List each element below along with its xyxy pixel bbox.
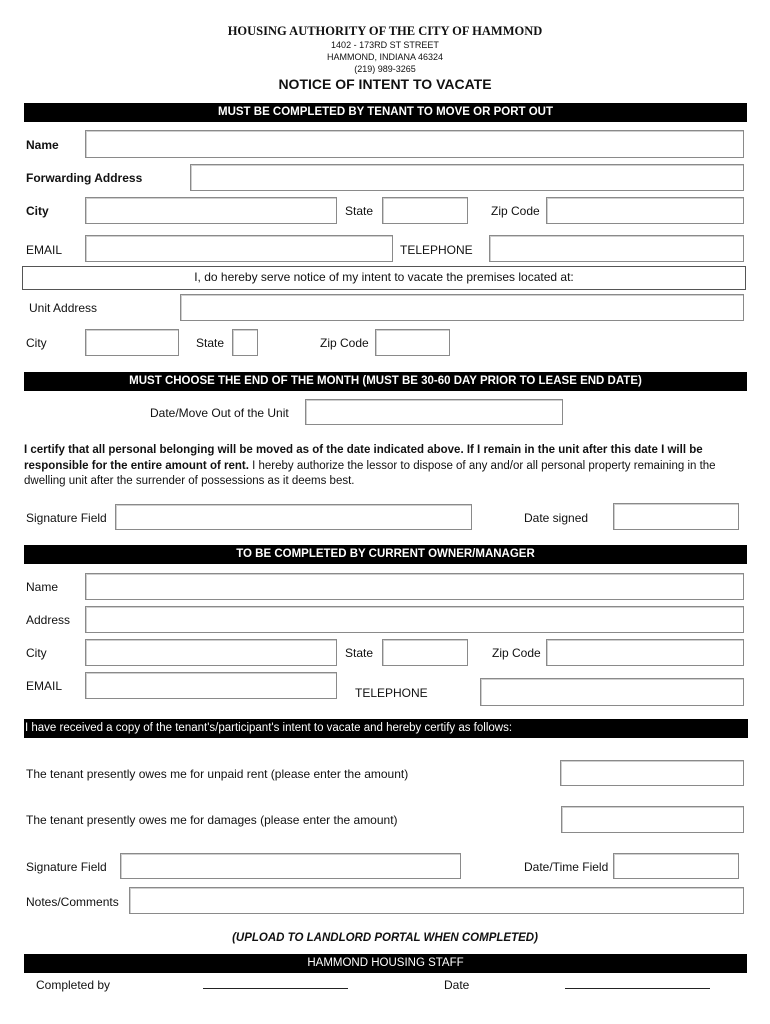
date-signed-label: Date signed: [524, 511, 589, 525]
owner-state-field[interactable]: [382, 639, 468, 666]
owner-certification-bar: I have received a copy of the tenant's/participant's intent to vacate and hereby certify as follows:: [24, 719, 748, 738]
certification-line-2-bold: responsible for the entire amount of rent.: [24, 459, 249, 472]
tenant-signature-label: Signature Field: [26, 511, 107, 525]
owner-signature-field[interactable]: [120, 853, 461, 879]
notice-text: I, do hereby serve notice of my intent to vacate the premises located at:: [194, 270, 574, 284]
tenant-zip-label: Zip Code: [491, 204, 540, 218]
tenant-state-field[interactable]: [382, 197, 468, 224]
tenant-section-bar: MUST BE COMPLETED BY TENANT TO MOVE OR PORT OUT: [24, 103, 747, 122]
move-out-date-label: Date/Move Out of the Unit: [150, 406, 289, 420]
owner-address-label: Address: [26, 613, 71, 627]
owner-name-field[interactable]: [85, 573, 744, 600]
notice-box: [22, 266, 746, 290]
tenant-email-label: EMAIL: [26, 243, 63, 257]
org-name: HOUSING AUTHORITY OF THE CITY OF HAMMOND: [227, 24, 543, 38]
owner-telephone-field[interactable]: [480, 678, 744, 706]
certification-line-3: dwelling unit after the surrender of possessions as it deems best.: [24, 475, 355, 487]
org-city: HAMMOND, INDIANA 46324: [326, 52, 444, 62]
certification-line-1: I certify that all personal belonging will be moved as of the date indicated above. If I remain in the unit after this date I will be: [24, 444, 703, 456]
forwarding-address-label: Forwarding Address: [26, 171, 143, 185]
notes-label: Notes/Comments: [26, 895, 119, 909]
owner-name-label: Name: [26, 580, 59, 594]
owner-telephone-label: TELEPHONE: [355, 686, 428, 700]
tenant-email-field[interactable]: [85, 235, 393, 262]
owner-state-label: State: [345, 646, 374, 660]
unit-state-label: State: [196, 336, 225, 350]
notes-field[interactable]: [129, 887, 744, 914]
owner-city-label: City: [26, 646, 47, 660]
unit-address-label: Unit Address: [29, 301, 98, 315]
org-phone: (219) 989-3265: [354, 64, 416, 74]
owner-zip-label: Zip Code: [492, 646, 541, 660]
unit-zip-label: Zip Code: [320, 336, 369, 350]
tenant-name-label: Name: [26, 138, 59, 152]
tenant-state-label: State: [345, 204, 374, 218]
damages-label: The tenant presently owes me for damages (please enter the amount): [26, 813, 398, 827]
tenant-city-label: City: [26, 204, 49, 218]
owner-email-label: EMAIL: [26, 679, 63, 693]
move-out-date-field[interactable]: [305, 399, 563, 425]
unit-city-label: City: [26, 336, 47, 350]
tenant-telephone-label: TELEPHONE: [400, 243, 473, 257]
completed-by-label: Completed by: [36, 978, 111, 992]
tenant-telephone-field[interactable]: [489, 235, 744, 262]
datetime-field[interactable]: [613, 853, 739, 879]
page-title: NOTICE OF INTENT TO VACATE: [278, 76, 492, 92]
certification-line-2-rest: I hereby authorize the lessor to dispose of any and/or all personal property remaining in the: [248, 459, 716, 472]
datetime-label: Date/Time Field: [524, 860, 609, 874]
owner-email-field[interactable]: [85, 672, 337, 699]
owner-zip-field[interactable]: [546, 639, 744, 666]
date-signed-field[interactable]: [613, 503, 739, 530]
org-street: 1402 - 173RD ST STREET: [331, 40, 439, 50]
owner-address-field[interactable]: [85, 606, 744, 633]
owner-section-bar: TO BE COMPLETED BY CURRENT OWNER/MANAGER: [24, 545, 747, 564]
tenant-name-field[interactable]: [85, 130, 744, 158]
owner-city-field[interactable]: [85, 639, 337, 666]
staff-date-line[interactable]: [565, 988, 710, 989]
staff-date-label: Date: [444, 978, 470, 992]
tenant-city-field[interactable]: [85, 197, 337, 224]
tenant-signature-field[interactable]: [115, 504, 472, 530]
move-out-section-bar: MUST CHOOSE THE END OF THE MONTH (MUST BE 30-60 DAY PRIOR TO LEASE END DATE): [24, 372, 747, 391]
certification-paragraph: [24, 443, 749, 490]
staff-section-bar: HAMMOND HOUSING STAFF: [24, 954, 747, 973]
upload-instruction: (UPLOAD TO LANDLORD PORTAL WHEN COMPLETED): [232, 932, 538, 944]
unpaid-rent-field[interactable]: [560, 760, 744, 786]
owner-signature-label: Signature Field: [26, 860, 107, 874]
tenant-zip-field[interactable]: [546, 197, 744, 224]
unit-zip-field[interactable]: [375, 329, 450, 356]
damages-field[interactable]: [561, 806, 744, 833]
unpaid-rent-label: The tenant presently owes me for unpaid rent (please enter the amount): [26, 767, 409, 781]
unit-city-field[interactable]: [85, 329, 179, 356]
completed-by-line[interactable]: [203, 988, 348, 989]
unit-state-field[interactable]: [232, 329, 258, 356]
unit-address-field[interactable]: [180, 294, 744, 321]
forwarding-address-field[interactable]: [190, 164, 744, 191]
